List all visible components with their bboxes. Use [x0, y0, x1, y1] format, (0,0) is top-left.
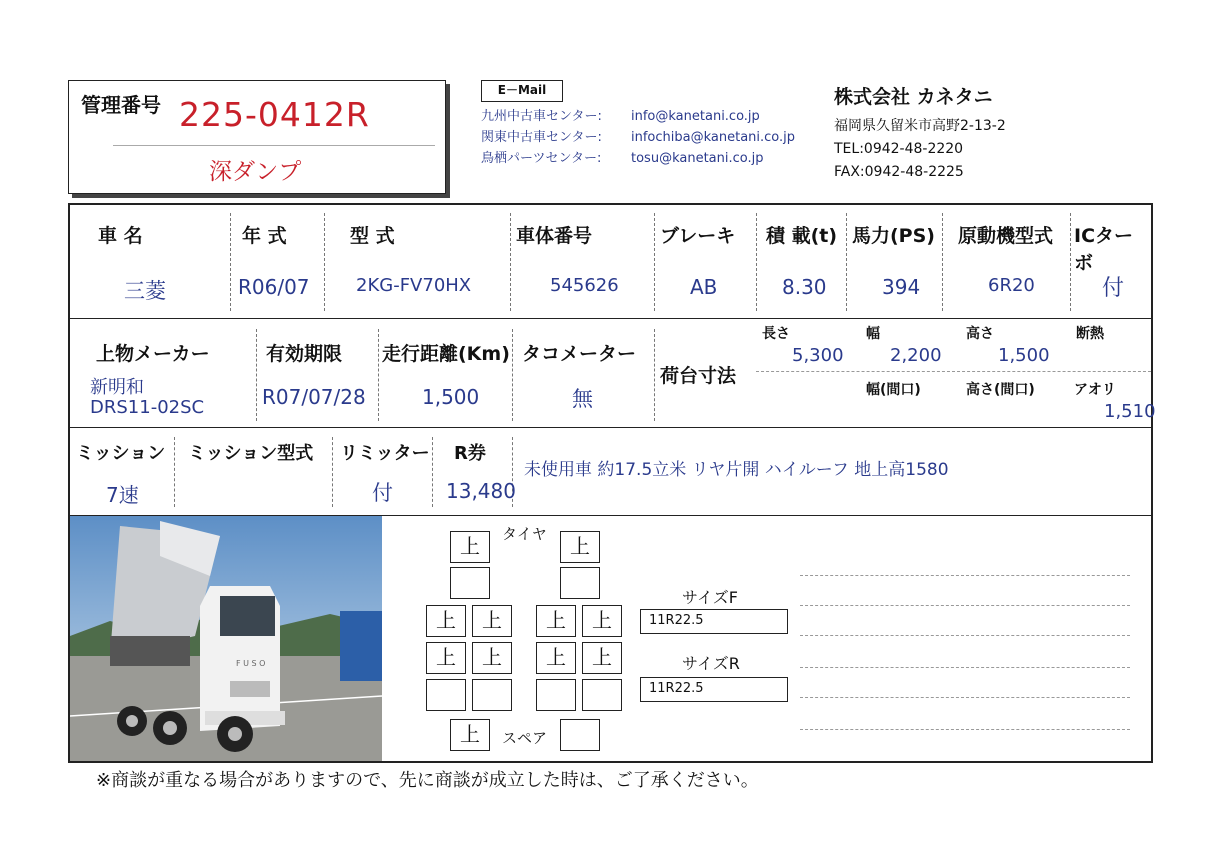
- val-expiry: R07/07/28: [262, 385, 366, 409]
- hdr-horsepower: 馬力(PS): [852, 225, 935, 247]
- lbl-mission-type: ミッション型式: [188, 443, 314, 464]
- val-year: R06/07: [238, 275, 310, 299]
- lbl-length: 長さ: [762, 326, 790, 342]
- tire-rear2-ir: 上: [536, 642, 576, 674]
- col-divider: [512, 329, 513, 421]
- size-f-value: 11R22.5: [640, 609, 788, 634]
- val-width: 2,200: [890, 345, 942, 366]
- lbl-bed-dimensions: 荷台寸法: [660, 365, 737, 387]
- remarks: 未使用車 約17.5立米 リヤ片開 ハイルーフ 地上高1580: [524, 460, 949, 480]
- val-chassis: 545626: [550, 275, 619, 296]
- col-divider: [942, 213, 943, 311]
- lbl-width-opening: 幅(間口): [866, 382, 921, 398]
- row-divider: [70, 427, 1151, 428]
- company-info: [834, 82, 1006, 184]
- lbl-aori: アオリ: [1074, 382, 1116, 398]
- company-fax: FAX:0942-48-2225: [834, 164, 964, 180]
- header-divider: [113, 145, 435, 146]
- row-divider: [70, 318, 1151, 319]
- email-address[interactable]: tosu@kanetani.co.jp: [631, 151, 764, 166]
- val-horsepower: 394: [882, 275, 921, 299]
- tire-rear2-or: 上: [582, 642, 622, 674]
- lbl-height-opening: 高さ(間口): [966, 382, 1035, 398]
- spec-table: [68, 203, 1156, 763]
- tire-empty: [450, 567, 490, 599]
- hdr-turbo: ICターボ: [1074, 225, 1134, 274]
- center-name: 関東中古車センター:: [481, 130, 602, 145]
- center-name: 九州中古車センター:: [481, 109, 602, 124]
- tire-empty: [426, 679, 466, 711]
- val-body-maker: 新明和: [90, 377, 144, 398]
- tire-empty: [536, 679, 576, 711]
- val-tachometer: 無: [572, 387, 593, 411]
- col-divider: [174, 437, 175, 507]
- tire-empty: [472, 679, 512, 711]
- lbl-tachometer: タコメーター: [522, 343, 637, 365]
- tire-rear1-ir: 上: [536, 605, 576, 637]
- val-aori: 1,510: [1104, 401, 1156, 422]
- center-name: 鳥栖パーツセンター:: [481, 151, 602, 166]
- lbl-body-maker: 上物メーカー: [96, 343, 210, 365]
- mgmt-label: 管理番号: [81, 93, 161, 117]
- val-height: 1,500: [998, 345, 1050, 366]
- tire-spare: 上: [450, 719, 490, 751]
- tire-rear2-ol: 上: [426, 642, 466, 674]
- hdr-chassis: 車体番号: [516, 225, 593, 247]
- note-line: [800, 697, 1130, 698]
- truck-photo: [70, 516, 382, 761]
- tire-label: タイヤ: [502, 525, 547, 543]
- company-name: 株式会社 カネタニ: [834, 86, 993, 108]
- val-mission: 7速: [106, 483, 139, 507]
- email-address[interactable]: infochiba@kanetani.co.jp: [631, 130, 796, 145]
- email-list: [481, 106, 795, 169]
- col-divider: [654, 329, 655, 421]
- note-line: [800, 635, 1130, 636]
- footer-note: ※商談が重なる場合がありますので、先に商談が成立した時は、ご了承ください。: [96, 770, 759, 791]
- email-label: E－Mail: [497, 83, 547, 97]
- val-limiter: 付: [372, 481, 393, 505]
- val-body-model: DRS11-02SC: [90, 397, 205, 418]
- tire-front-left: 上: [450, 531, 490, 563]
- lbl-width: 幅: [866, 326, 880, 342]
- col-divider: [324, 213, 325, 311]
- lbl-mission: ミッション: [76, 443, 166, 464]
- val-vehicle-name: 三菱: [124, 279, 166, 303]
- mgmt-number: 225-0412R: [179, 95, 370, 134]
- val-turbo: 付: [1102, 276, 1125, 301]
- tire-rear1-or: 上: [582, 605, 622, 637]
- note-line: [800, 575, 1130, 576]
- val-length: 5,300: [792, 345, 844, 366]
- hdr-year: 年 式: [242, 225, 287, 247]
- note-line: [800, 729, 1130, 730]
- val-load: 8.30: [782, 275, 827, 299]
- val-engine: 6R20: [988, 275, 1035, 296]
- email-address[interactable]: info@kanetani.co.jp: [631, 109, 760, 124]
- col-divider: [756, 213, 757, 311]
- tire-empty: [582, 679, 622, 711]
- vehicle-photo: [70, 516, 382, 761]
- tire-rear1-ol: 上: [426, 605, 466, 637]
- email-row: [481, 106, 795, 127]
- col-divider: [230, 213, 231, 311]
- bed-divider: [756, 371, 1151, 372]
- val-r-ticket: 13,480: [446, 479, 516, 503]
- company-tel: TEL:0942-48-2220: [834, 141, 964, 157]
- size-f-label: サイズF: [682, 588, 738, 607]
- lbl-r-ticket: R券: [454, 443, 486, 464]
- lbl-insulation: 断熱: [1076, 326, 1104, 342]
- col-divider: [1070, 213, 1071, 311]
- brand-text: F U S O: [236, 659, 266, 668]
- hdr-vehicle-name: 車 名: [98, 225, 143, 247]
- col-divider: [654, 213, 655, 311]
- email-row: [481, 127, 795, 148]
- col-divider: [510, 213, 511, 311]
- email-label-box: [481, 80, 563, 102]
- note-line: [800, 605, 1130, 606]
- col-divider: [432, 437, 433, 507]
- col-divider: [332, 437, 333, 507]
- tire-front-right: 上: [560, 531, 600, 563]
- email-row: [481, 148, 795, 169]
- size-r-value: 11R22.5: [640, 677, 788, 702]
- col-divider: [378, 329, 379, 421]
- tire-rear1-il: 上: [472, 605, 512, 637]
- tire-empty: [560, 719, 600, 751]
- val-brake: AB: [690, 275, 718, 299]
- val-model: 2KG-FV70HX: [356, 275, 472, 296]
- lbl-height: 高さ: [966, 326, 994, 342]
- val-mileage: 1,500: [422, 385, 480, 409]
- hdr-engine: 原動機型式: [958, 225, 1054, 247]
- col-divider: [846, 213, 847, 311]
- tire-empty: [560, 567, 600, 599]
- lbl-limiter: リミッター: [340, 443, 430, 464]
- lbl-mileage: 走行距離(Km): [382, 343, 510, 365]
- note-line: [800, 667, 1130, 668]
- company-address: 福岡県久留米市高野2-13-2: [834, 118, 1006, 134]
- body-type: 深ダンプ: [209, 159, 302, 185]
- lbl-expiry: 有効期限: [266, 343, 343, 365]
- management-box: [68, 80, 446, 194]
- size-r-label: サイズR: [682, 654, 740, 673]
- spare-label: スペア: [502, 729, 548, 747]
- tire-rear2-il: 上: [472, 642, 512, 674]
- hdr-brake: ブレーキ: [660, 225, 736, 247]
- hdr-load: 積 載(t): [766, 225, 838, 247]
- hdr-model: 型 式: [350, 225, 395, 247]
- col-divider: [256, 329, 257, 421]
